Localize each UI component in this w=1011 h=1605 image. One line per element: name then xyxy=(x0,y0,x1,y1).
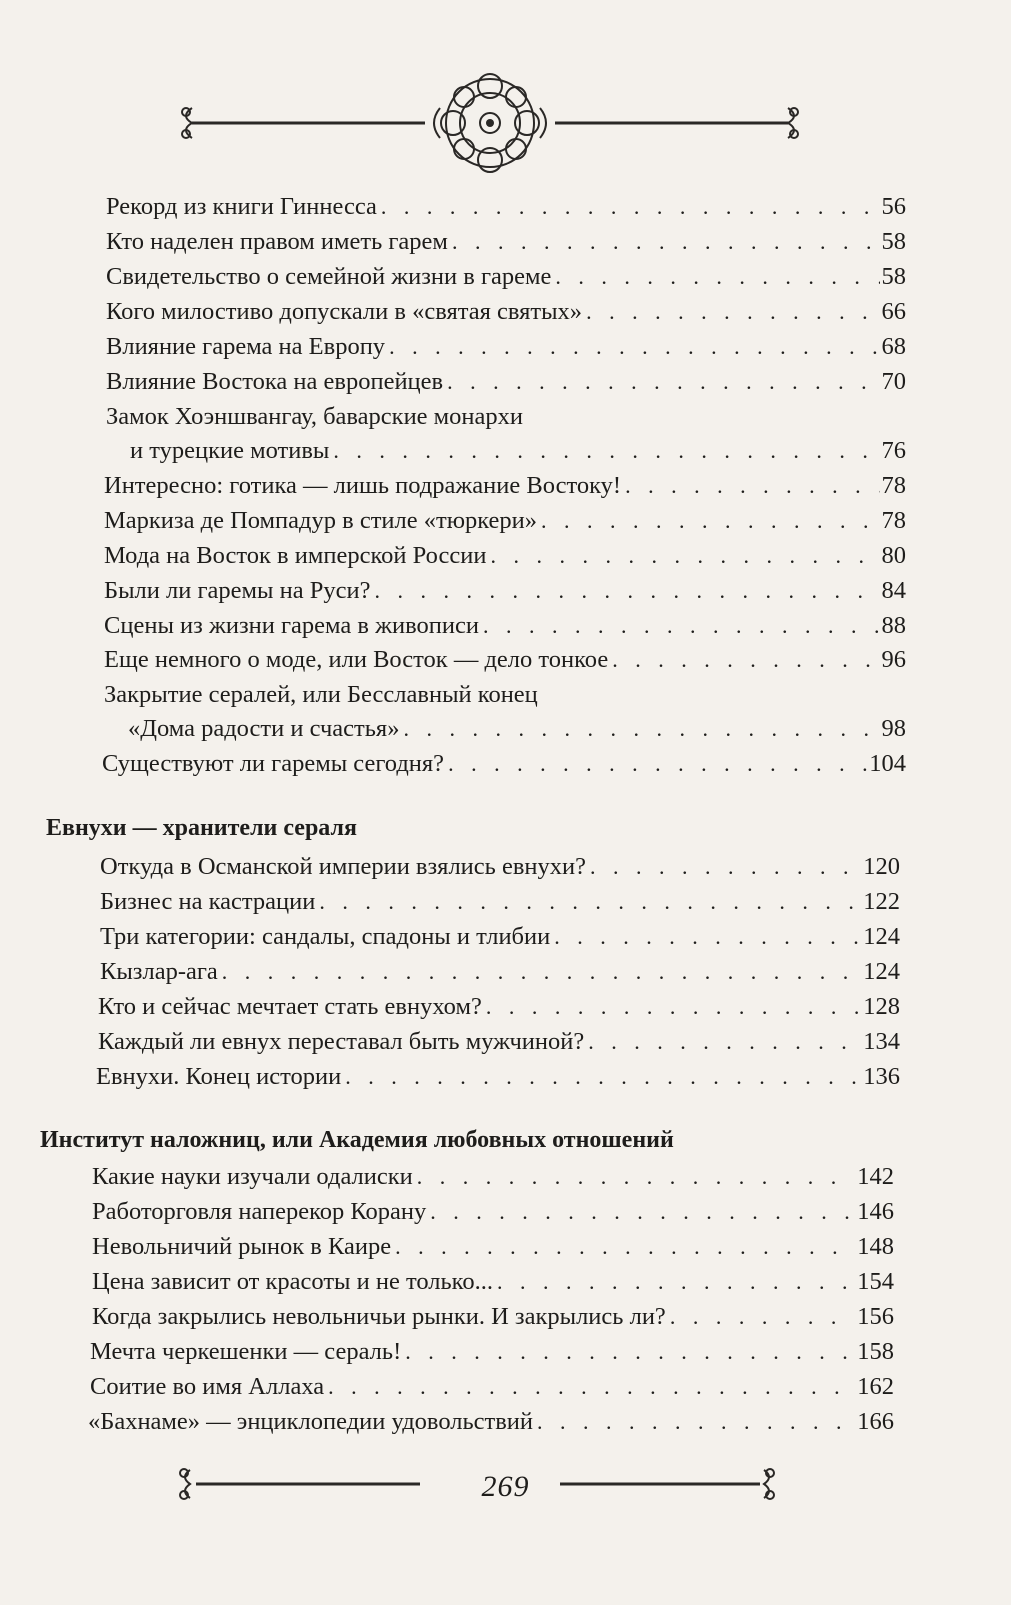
toc-entry xyxy=(104,471,906,501)
toc-entry-title: Закрытие сералей, или Бесславный конец xyxy=(104,681,538,708)
toc-entry xyxy=(100,852,900,882)
toc-entry-page: 76 xyxy=(881,437,906,464)
toc-entry-page: 148 xyxy=(857,1233,894,1260)
toc-entry-title: Каждый ли евнух переставал быть мужчиной? xyxy=(98,1028,585,1055)
toc-entry xyxy=(104,611,906,641)
toc-entry-title: «Дома радости и счастья» xyxy=(128,715,400,742)
toc-entry-page: 158 xyxy=(857,1338,894,1365)
toc-entry xyxy=(130,436,906,466)
toc-entry-title: Мечта черкешенки — сераль! xyxy=(90,1338,402,1365)
toc-entry-title: Существуют ли гаремы сегодня? xyxy=(102,750,445,777)
toc-entry-title: Невольничий рынок в Каире xyxy=(92,1233,392,1260)
toc-entry-title: Рекорд из книги Гиннесса xyxy=(106,193,377,220)
toc-entry xyxy=(106,227,906,257)
toc-entry-title: и турецкие мотивы xyxy=(130,437,330,464)
toc-entry-page: 128 xyxy=(863,993,900,1020)
toc-entry-page: 78 xyxy=(881,472,906,499)
toc-entry-title: Цена зависит от красоты и не только... xyxy=(92,1268,493,1295)
toc-entry-page: 156 xyxy=(857,1303,894,1330)
toc-entry-title: Какие науки изучали одалиски xyxy=(92,1163,413,1190)
toc-entry-page: 162 xyxy=(857,1373,894,1400)
toc-entry xyxy=(100,957,900,987)
toc-entry-title: Работорговля наперекор Корану xyxy=(92,1198,427,1225)
toc-entry xyxy=(98,1027,900,1057)
toc-entry-page: 98 xyxy=(881,715,906,742)
toc-entry-title: Сцены из жизни гарема в живописи xyxy=(104,612,479,639)
toc-entry-page: 96 xyxy=(881,646,906,673)
toc-entry xyxy=(106,192,906,222)
toc-entry-page: 58 xyxy=(881,228,906,255)
toc-entry xyxy=(106,297,906,327)
toc-entry xyxy=(90,1337,894,1367)
toc-entry-title: Мода на Восток в имперской России xyxy=(104,542,487,569)
toc-entry xyxy=(128,714,906,744)
toc-entry xyxy=(92,1197,894,1227)
toc-entry-page: 154 xyxy=(857,1268,894,1295)
toc-entry-title: «Бахнаме» — энциклопедии удовольствий xyxy=(88,1408,534,1435)
toc-entry-page: 58 xyxy=(881,263,906,290)
toc-entry-page: 56 xyxy=(881,193,906,220)
toc-entry-page: 142 xyxy=(857,1163,894,1190)
toc-entry-page: 146 xyxy=(857,1198,894,1225)
toc-entry-title: Влияние Востока на европейцев xyxy=(106,368,444,395)
toc-entry-title: Соитие во имя Аллаха xyxy=(90,1373,325,1400)
toc-entry xyxy=(98,992,900,1022)
toc-entry-title: Интересно: готика — лишь подражание Востоку! xyxy=(104,472,622,499)
toc-entry xyxy=(90,1372,894,1402)
toc-entry-page: 80 xyxy=(881,542,906,569)
toc-entry-title: Евнухи. Конец истории xyxy=(96,1063,342,1090)
toc-entry-page: 120 xyxy=(863,853,900,880)
toc-entry xyxy=(106,332,906,362)
toc-entry-page: 124 xyxy=(863,923,900,950)
toc-entry-title: Кто наделен правом иметь гарем xyxy=(106,228,448,255)
page-number: 269 xyxy=(481,1470,530,1503)
toc-entry-page: 166 xyxy=(857,1408,894,1435)
toc-entry xyxy=(96,1062,900,1092)
toc-entry xyxy=(106,262,906,292)
toc-entry-page: 88 xyxy=(881,612,906,639)
toc-entry-page: 84 xyxy=(881,577,906,604)
toc-entry xyxy=(92,1302,894,1332)
toc-entry-title: Маркиза де Помпадур в стиле «тюркери» xyxy=(104,507,538,534)
toc-entry xyxy=(104,541,906,571)
toc-entry xyxy=(104,645,906,675)
toc-entry-title: Свидетельство о семейной жизни в гареме xyxy=(106,263,552,290)
toc-entry xyxy=(100,922,900,952)
toc-entry xyxy=(92,1232,894,1262)
toc-entry-title: Откуда в Османской империи взялись евнухи? xyxy=(100,853,586,880)
toc-entry-page: 66 xyxy=(881,298,906,325)
toc-entry xyxy=(104,680,906,710)
toc-entry-page: 104 xyxy=(869,750,906,777)
toc-entry-title: Кого милостиво допускали в «святая святых» xyxy=(106,298,583,325)
toc-entry-page: 136 xyxy=(863,1063,900,1090)
toc-entry xyxy=(106,402,906,432)
toc-entry-title: Замок Хоэншвангау, баварские монархи xyxy=(106,403,524,430)
toc-entry xyxy=(100,887,900,917)
toc-entry-title: Были ли гаремы на Руси? xyxy=(104,577,371,604)
toc-entry-title: Кызлар-ага xyxy=(100,958,218,985)
toc-entry-page: 124 xyxy=(863,958,900,985)
toc-entry xyxy=(102,749,906,779)
toc-entry-page: 134 xyxy=(863,1028,900,1055)
toc-entry-page: 70 xyxy=(881,368,906,395)
toc-entry xyxy=(92,1267,894,1297)
toc-entry-title: Бизнес на кастрации xyxy=(100,888,316,915)
toc-entry xyxy=(104,576,906,606)
toc-entry xyxy=(92,1162,894,1192)
toc-entry-page: 122 xyxy=(863,888,900,915)
section-heading: Евнухи — хранители сераля xyxy=(46,815,357,841)
toc-entry-page: 78 xyxy=(881,507,906,534)
toc-entry-title: Когда закрылись невольничьи рынки. И закрылись ли? xyxy=(92,1303,666,1330)
toc-entry-title: Еще немного о моде, или Восток — дело тонкое xyxy=(104,646,609,673)
toc-entry xyxy=(104,506,906,536)
toc-entry-page: 68 xyxy=(881,333,906,360)
toc-entry-title: Три категории: сандалы, спадоны и тлибии xyxy=(100,923,551,950)
top-ornament xyxy=(170,68,810,198)
toc-entry-title: Кто и сейчас мечтает стать евнухом? xyxy=(98,993,482,1020)
toc-entry xyxy=(88,1407,894,1437)
toc-entry xyxy=(106,367,906,397)
section-heading: Институт наложниц, или Академия любовных отношений xyxy=(40,1127,674,1153)
toc-entry-title: Влияние гарема на Европу xyxy=(106,333,386,360)
